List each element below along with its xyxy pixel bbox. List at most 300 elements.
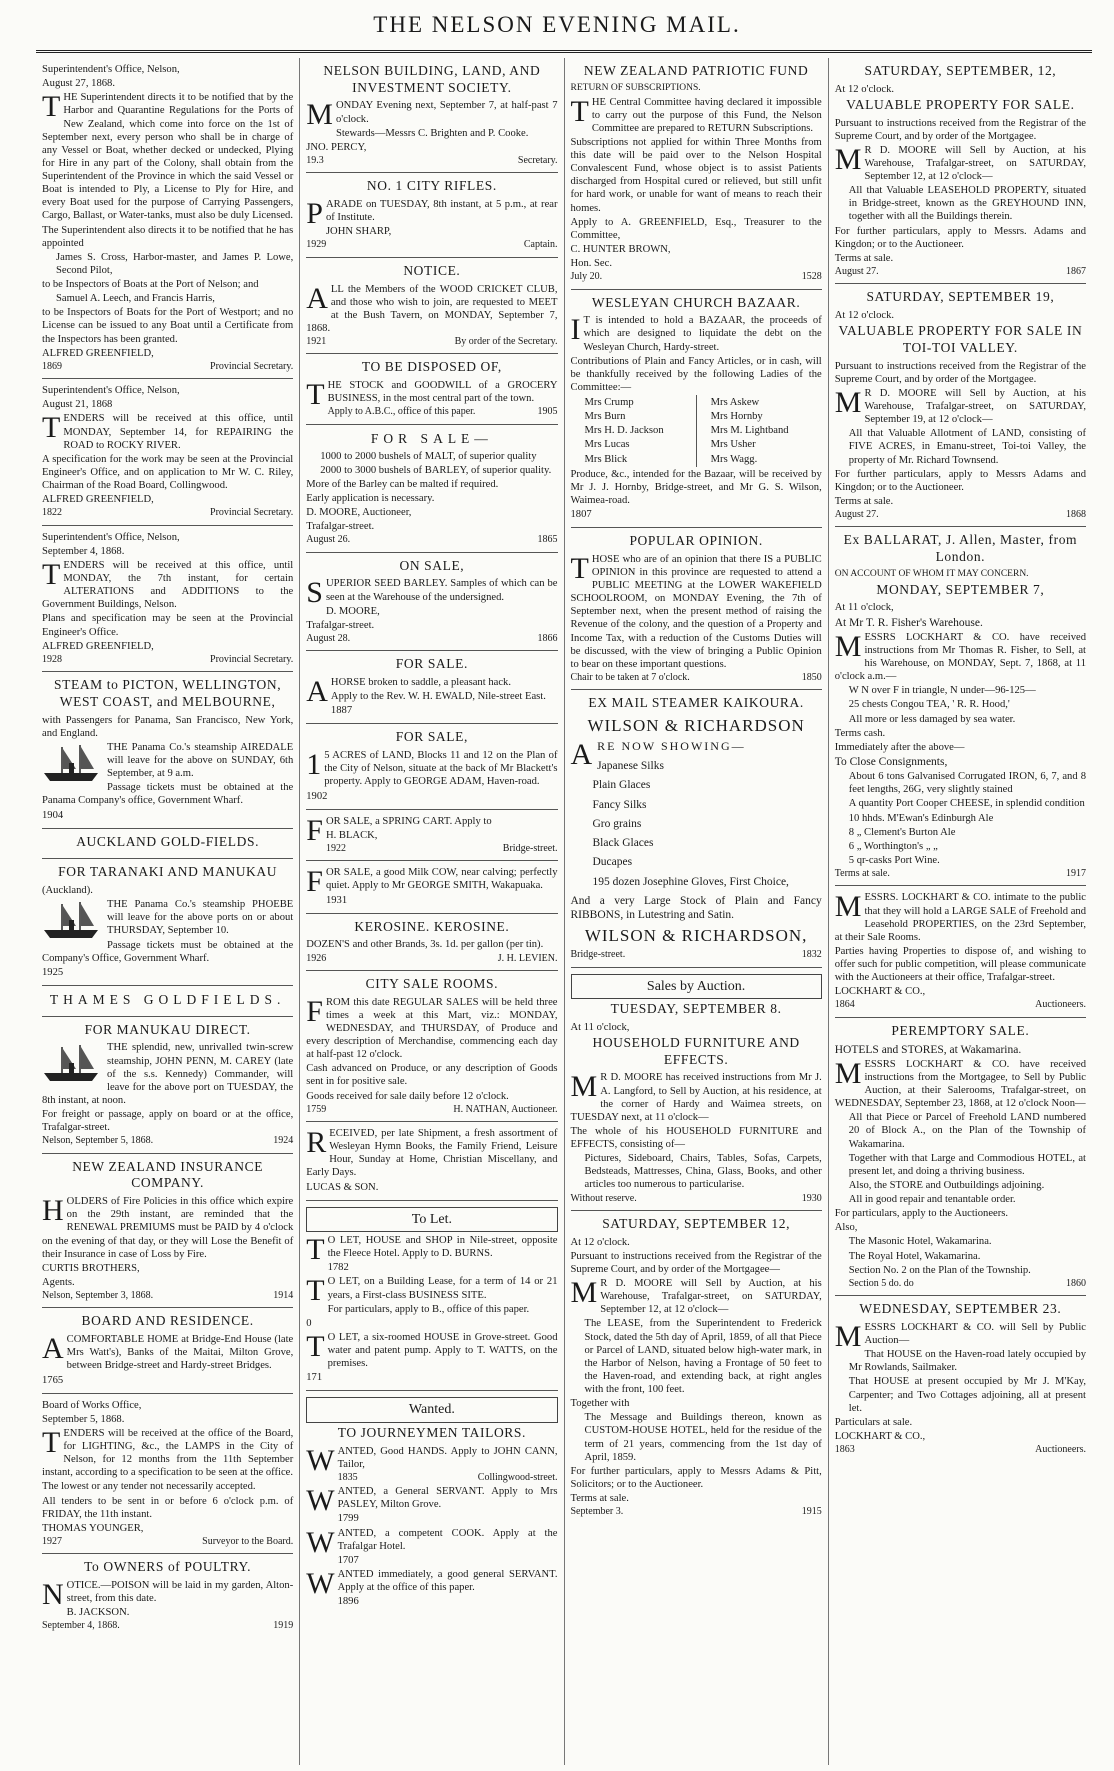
ad-signature-title: Bridge-street. bbox=[502, 842, 558, 854]
ad-body: to be Inspectors of Boats at the Port of Nelson; and bbox=[42, 279, 259, 290]
ad-terms: Terms at sale. bbox=[570, 1493, 629, 1505]
ad-body: For further particulars, apply to Messrs. Adams and Kingdon; or to the Auctioneer. bbox=[834, 225, 1086, 250]
ad-signature: Chair to be taken at 7 o'clock. bbox=[570, 671, 690, 683]
ad-signature: THOMAS YOUNGER, bbox=[42, 1522, 144, 1534]
ad-body: TO LET, on a Building Lease, for a term of 14 or 21 years, a First-class BUSINESS SITE. bbox=[306, 1274, 558, 1308]
ad-body: FOR SALE, a good Milk COW, near calving; perfectly quiet. Apply to Mr GEORGE SMITH, Wakapuaka. bbox=[306, 865, 558, 899]
poultry-notice bbox=[42, 1554, 293, 1638]
ad-body: TO LET, HOUSE and SHOP in Nile-street, opposite the Fleece Hotel. Apply to D. BURNS. bbox=[306, 1233, 558, 1267]
ad-signature-title: Agents. bbox=[42, 1276, 75, 1288]
ad-signature: D. MOORE, Auctioneer, bbox=[306, 507, 412, 519]
ad-number: 1867 bbox=[1066, 265, 1086, 277]
ad-number: 1765 bbox=[42, 1374, 64, 1386]
ad-body: THOSE who are of an opinion that there IS a PUBLIC OPINION in this province are requested to attend a PUBLIC MEETING at the LOWER WAKEFIELD SCHOOLROOM, on MONDAY Evening, the 7th of September next, when the present method of raising the Revenue of the colony, and the question of a Property and Income Tax, with a reduction of the Customs Duties will be discussed, with the view of bringing a Public Opinion to bear on these important questions. bbox=[570, 551, 822, 670]
ad-body: MESSRS. LOCKHART & CO. intimate to the public that they will hold a LARGE SALE of Freehold and Leasehold PROPERTIES, on the 23rd September, at their Sale Rooms. bbox=[834, 890, 1086, 943]
ad-signature-title: Secretary. bbox=[517, 154, 558, 166]
ad-title: NOTICE. bbox=[403, 262, 461, 278]
ad-number: 1926 bbox=[306, 952, 327, 964]
ad-number: 171 bbox=[306, 1372, 323, 1384]
section-heading: Sales by Auction. bbox=[571, 974, 822, 999]
ad-body: IT is intended to hold a BAZAAR, the proceeds of which are designed to liquidate the debt on the Wesleyan Church, Hardy-street. bbox=[570, 313, 822, 353]
ad-body: For further particulars, apply to Messrs Adams and Kingdon; or to the Auctioneer. bbox=[834, 468, 1086, 493]
ad-number: 1835 bbox=[337, 1471, 358, 1483]
harbour-notice bbox=[42, 58, 293, 379]
ad-body: THE Central Committee having declared it impossible to carry out the purpose of this Fund, the Nelson Committee are prepared to RETURN Subscriptions. bbox=[570, 94, 822, 134]
ad-signature-title: Trafalgar-street. bbox=[306, 521, 375, 533]
ad-body: Plans and specification may be seen at the Provincial Engineer's Office. bbox=[42, 613, 294, 638]
peremptory-sale bbox=[835, 1018, 1086, 1296]
committee-member: Mrs Burn bbox=[584, 411, 626, 423]
ad-body: All tenders to be sent in or before 6 o'clock p.m. of FRIDAY, the 11th instant. bbox=[42, 1495, 294, 1520]
ad-body: For particulars, apply to the Auctioneers. bbox=[834, 1208, 1009, 1220]
masthead: THE NELSON EVENING MAIL. bbox=[373, 12, 741, 37]
ad-title: FOR SALE, bbox=[395, 729, 468, 745]
kerosine-ad bbox=[306, 914, 557, 971]
ad-body: Apply to A.B.C., office of this paper. bbox=[327, 406, 476, 418]
ad-body: Also, the STORE and Outbuildings adjoining. bbox=[848, 1179, 1045, 1191]
ad-number: 1887 bbox=[330, 705, 353, 717]
auction-place: At Mr T. R. Fisher's Warehouse. bbox=[834, 616, 983, 629]
ad-signature-title: Provincial Secretary. bbox=[210, 653, 294, 665]
auction-date: WEDNESDAY, SEPTEMBER 23. bbox=[859, 1301, 1062, 1317]
ad-date: Nelson, September 3, 1868. bbox=[42, 1290, 154, 1302]
committee-member: Mrs Wagg. bbox=[710, 453, 758, 465]
ad-body: All that Valuable Allotment of LAND, consisting of FIVE ACRES, in Emanu-street, Toi-toi Valley, the property of Mr. Richard Townsend. bbox=[848, 428, 1086, 466]
ad-number: 1863 bbox=[834, 1444, 855, 1456]
ad-terms: Terms at sale. bbox=[834, 868, 890, 880]
ad-date: August 26. bbox=[306, 534, 351, 546]
ad-title: POPULAR OPINION. bbox=[629, 533, 763, 549]
ad-number: 1921 bbox=[306, 336, 327, 348]
goods-item: Japanese Silks bbox=[597, 760, 664, 773]
ad-number: 1928 bbox=[42, 653, 62, 665]
ad-signature-title: Auctioneers. bbox=[1035, 1444, 1086, 1456]
steamship-icon bbox=[42, 741, 102, 785]
lease-auction bbox=[571, 1211, 822, 1524]
committee-member: Mrs Askew bbox=[710, 397, 760, 408]
ad-body: Stewards—Messrs C. Brighten and P. Cooke. bbox=[335, 127, 529, 139]
ad-signature: H. BLACK, bbox=[325, 829, 378, 841]
cart-sale bbox=[306, 810, 557, 862]
ad-date: September 4, 1868. bbox=[42, 1620, 120, 1632]
ad-body: Contributions of Plain and Fancy Articles, or in cash, will be thankfully received by the following Ladies of the Committee:— bbox=[570, 355, 822, 393]
ad-body: W N over F in triangle, N under—96-125— bbox=[848, 685, 1036, 697]
ad-names: James S. Cross, Harbor-master, and James P. Lowe, Second Pilot, bbox=[56, 251, 294, 276]
ad-title: EX MAIL STEAMER KAIKOURA. bbox=[588, 695, 804, 711]
ad-body: Pictures, Sideboard, Chairs, Tables, Sofas, Carpets, Bedsteads, Mattresses, China, Glass, Books, and other articles too numerous to particularise. bbox=[584, 1153, 822, 1191]
ad-body: The Royal Hotel, Wakamarina. bbox=[848, 1250, 981, 1262]
auction-time: At 11 o'clock, bbox=[570, 1021, 630, 1033]
committee-member: Mrs Blick bbox=[584, 453, 628, 465]
seed-barley bbox=[306, 553, 557, 652]
ad-signature: H. NATHAN, Auctioneer. bbox=[453, 1103, 558, 1115]
ad-terms: Terms at sale. bbox=[834, 252, 894, 264]
ballarat-sale bbox=[835, 527, 1086, 886]
ad-number: 1868 bbox=[1066, 509, 1086, 521]
ad-title: STEAM to PICTON, WELLINGTON, WEST COAST, and MELBOURNE, bbox=[54, 677, 282, 709]
ad-body: Passage tickets must be obtained at the Panama Company's office, Government Wharf. bbox=[42, 782, 294, 807]
masthead-rule bbox=[36, 50, 1092, 53]
section-heading: To Let. bbox=[306, 1207, 557, 1232]
ad-title: NEW ZEALAND PATRIOTIC FUND bbox=[583, 63, 809, 78]
cow-sale bbox=[306, 861, 557, 913]
ad-title: FOR MANUKAU DIRECT. bbox=[84, 1021, 251, 1037]
steamship-icon bbox=[42, 1041, 102, 1085]
ad-terms: Terms cash. bbox=[834, 727, 886, 739]
ad-number: 1866 bbox=[537, 632, 558, 644]
lighting-tender bbox=[42, 1394, 293, 1555]
ad-body: Passage tickets must be obtained at the Company's Office, Government Wharf. bbox=[42, 939, 294, 964]
ad-body: All that Valuable LEASEHOLD PROPERTY, situated in Bridge-street, known as the GREYHOUND INN, together with all the Buildings therein. bbox=[848, 185, 1086, 223]
auckland-goldfields bbox=[42, 829, 293, 860]
ad-body: TENDERS will be received at this office, until MONDAY, the 7th instant, for certain ALTERATIONS and ADDITIONS to the Government Buildings, Nelson. bbox=[42, 557, 294, 611]
ad-title: FOR SALE— bbox=[370, 430, 493, 446]
consignment-item: 5 qr-casks Port Wine. bbox=[848, 854, 940, 866]
auction-date: SATURDAY, SEPTEMBER 19, bbox=[866, 289, 1055, 305]
committee-member: Mrs Crump bbox=[584, 397, 634, 408]
ad-number: 1931 bbox=[325, 894, 348, 906]
ad-number: 1807 bbox=[570, 509, 592, 520]
ad-body: The LEASE, from the Superintendent to Frederick Stock, dated the 5th day of April, 1859, of all that Piece or Parcel of LAND, situated below high-water mark, in the Harbor of Nelson, having a Frontage of 50 feet to the Haven-road, and extending back, at right angles with the front, 100 feet. bbox=[584, 1318, 822, 1396]
ad-body: NOTICE.—POISON will be laid in my garden, Alton-street, from this date. bbox=[42, 1578, 294, 1612]
consignment-item: A quantity Port Cooper CHEESE, in splendid condition bbox=[848, 798, 1085, 810]
ad-terms: Terms at sale. bbox=[834, 495, 894, 507]
ad-dateline: Superintendent's Office, Nelson, bbox=[42, 385, 180, 397]
ad-body: Apply to A. GREENFIELD, Esq., Treasurer to the Committee, bbox=[570, 216, 822, 241]
ad-body: SUPERIOR SEED BARLEY. Samples of which can be seen at the Warehouse of the undersigned. bbox=[306, 576, 558, 610]
consignment-item: About 6 tons Galvanised Corrugated IRON, 6, 7, and 8 feet lengths, 26G, very slightly stained bbox=[848, 771, 1086, 796]
ad-body: And a very Large Stock of Plain and Fancy RIBBONS, in Lutestring and Satin. bbox=[570, 894, 822, 922]
column-3 bbox=[564, 58, 828, 1765]
ad-number: 19.3 bbox=[306, 154, 324, 166]
ad-number: 1782 bbox=[327, 1262, 349, 1274]
ad-subtitle: RETURN OF SUBSCRIPTIONS. bbox=[570, 82, 701, 93]
building-society bbox=[306, 58, 557, 173]
ad-body: TO LET, a six-roomed HOUSE in Grove-street. Good water and patent pump. Apply to T. WATTS, on the premises. bbox=[306, 1329, 558, 1370]
ad-title: WILSON & RICHARDSON bbox=[587, 716, 805, 736]
ad-title: NO. 1 CITY RIFLES. bbox=[366, 178, 497, 194]
ad-body: to be Inspectors of Boats for the Port of Westport; and no License can be issued to any Boat until a Certificate from the Inspectors has been granted. bbox=[42, 307, 294, 345]
ad-body: MESSRS LOCKHART & CO. have received instructions from Mr Thomas R. Fisher, to Sell, at his Warehouse, on MONDAY, Sept. 7, 1868, at 11 o'clock a.m.— bbox=[834, 629, 1086, 683]
ad-subtitle: (Auckland). bbox=[42, 885, 93, 897]
ad-body: Section 5 do. do bbox=[848, 1277, 914, 1289]
ad-body: For freight or passage, apply on board or at the office, Trafalgar-street. bbox=[42, 1109, 294, 1134]
ad-body: All that Piece or Parcel of Freehold LAND numbered 20 of Block A., on the Plan of the Township of Wakamarina. bbox=[848, 1112, 1086, 1150]
column-2 bbox=[299, 58, 563, 1765]
ad-body: WANTED immediately, a good general SERVANT. Apply at the office of this paper. bbox=[306, 1566, 558, 1600]
auction-date: SATURDAY, SEPTEMBER, 12, bbox=[864, 63, 1057, 78]
ad-number: 1822 bbox=[42, 507, 62, 519]
ad-body: Parties having Properties to dispose of, and wishing to offer such for public competition, will please communicate with the Auctioneers at their office, Trafalgar-street. bbox=[834, 945, 1086, 984]
ad-dateline: Board of Works Office, bbox=[42, 1399, 142, 1411]
ad-date: Nelson, September 5, 1868. bbox=[42, 1135, 154, 1147]
ad-number: 1914 bbox=[273, 1290, 294, 1302]
ad-note: Without reserve. bbox=[570, 1192, 637, 1204]
ad-number: 1929 bbox=[306, 239, 327, 251]
section-heading: Wanted. bbox=[306, 1397, 557, 1422]
committee-member: Mrs H. D. Jackson bbox=[584, 425, 664, 437]
ad-title: WESLEYAN CHURCH BAZAAR. bbox=[591, 294, 801, 310]
ad-number: 1865 bbox=[537, 534, 558, 546]
ad-body: Subscriptions not applied for within Three Months from this date will be paid over to the Nelson Hospital Convalescent Fund, whose object is to assist Patients discharged from Hospital cured or relieved, but still unfit for hard work, or unable for want of means to reach their homes. bbox=[570, 136, 822, 214]
goods-item: Black Glaces bbox=[592, 837, 654, 850]
ad-number: 1860 bbox=[1066, 1277, 1086, 1289]
ad-body: MR D. MOORE will Sell by Auction, at his Warehouse, Trafalgar-street, on SATURDAY, September 12, at 12 o'clock— bbox=[834, 142, 1086, 183]
ad-body: For further particulars, apply to Messrs Adams & Pitt, Solicitors; or to the Auctioneer. bbox=[570, 1465, 822, 1490]
ad-body: Together with that Large and Commodious HOTEL, at present let, and doing a thriving business. bbox=[848, 1152, 1086, 1177]
consignment-item: 8 „ Clement's Burton Ale bbox=[848, 826, 956, 838]
ad-signature-title: Provincial Secretary. bbox=[210, 507, 294, 519]
ad-number: 1924 bbox=[273, 1135, 294, 1147]
auction-date: SATURDAY, SEPTEMBER 12, bbox=[602, 1215, 791, 1231]
ad-body: That HOUSE at present occupied by Mr J. M'Kay, Carpenter; and Two Cottages adjoining, all at present let. bbox=[848, 1376, 1086, 1414]
wilson-richardson bbox=[571, 690, 822, 967]
goods-item: Fancy Silks bbox=[592, 798, 647, 811]
toi-toi-sale bbox=[835, 284, 1086, 527]
ad-body: The Superintendent also directs it to be notified that he has appointed bbox=[42, 224, 294, 249]
ad-title: Ex BALLARAT, J. Allen, Master, from London. bbox=[843, 532, 1078, 565]
ad-body: 25 chests Congou TEA, ' R. R. Hood,' bbox=[848, 699, 1010, 711]
auction-date: TUESDAY, SEPTEMBER 8. bbox=[610, 1001, 782, 1017]
goods-list bbox=[571, 759, 822, 889]
steam-notice bbox=[42, 672, 293, 828]
ad-signature: LOCKHART & CO., bbox=[834, 1430, 926, 1442]
ad-subtitle: with Passengers for Panama, San Francisco, New York, and England. bbox=[42, 714, 294, 739]
city-rifles bbox=[306, 173, 557, 258]
ad-date: August 21, 1868 bbox=[42, 399, 113, 411]
ad-number: 1850 bbox=[801, 671, 822, 683]
ad-date: August 27, 1868. bbox=[42, 78, 115, 90]
auction-time: At 11 o'clock, bbox=[834, 602, 894, 614]
committee-list bbox=[571, 395, 822, 467]
ad-body: MESSRS LOCKHART & CO. have received instructions from the Mortgagee, to Sell by Public Auction, at their Salerooms, Trafalgar-street, on WEDNESDAY, September 23, 1868, at 12 o'clock Noon— bbox=[834, 1056, 1086, 1110]
ad-title: CITY SALE ROOMS. bbox=[365, 975, 499, 991]
ad-number: 1905 bbox=[537, 406, 558, 418]
ad-body: Pursuant to instructions received from the Registrar of the Supreme Court, and by order of the Mortgagee. bbox=[834, 360, 1086, 385]
ad-body: All in good repair and tenantable order. bbox=[848, 1194, 1016, 1206]
ad-title: VALUABLE PROPERTY FOR SALE. bbox=[846, 96, 1075, 112]
ad-number: 1922 bbox=[325, 842, 346, 854]
popular-opinion bbox=[571, 528, 822, 690]
goods-item: Gro grains bbox=[592, 817, 642, 830]
ad-body: MR D. MOORE will Sell by Auction, at his Warehouse, Trafalgar-street, on SATURDAY, September 12, at 12 o'clock— bbox=[570, 1276, 822, 1316]
ad-address: Bridge-street. bbox=[570, 949, 626, 961]
consignment-item: 10 hhds. M'Ewan's Edinburgh Ale bbox=[848, 812, 994, 824]
ad-signature-title: Trafalgar-street. bbox=[306, 619, 375, 631]
ad-body: THE Panama Co.'s steamship AIREDALE will leave for the above on SUNDAY, 6th September, at 9 a.m. bbox=[107, 741, 294, 780]
ad-signature: J. H. LEVIEN. bbox=[497, 952, 558, 964]
committee-member: Mrs Usher bbox=[710, 439, 756, 451]
ad-number: 1759 bbox=[306, 1103, 327, 1115]
furniture-auction bbox=[571, 968, 822, 1211]
auction-time: At 12 o'clock. bbox=[834, 310, 895, 322]
ad-body: MESSRS LOCKHART & CO. will Sell by Public Auction— bbox=[834, 1319, 1086, 1353]
ad-body: ACOMFORTABLE HOME at Bridge-End House (late Mrs Watt's), Banks of the Maitai, Milton Grove, between Bridge-street and Hardy-street Bridges. bbox=[42, 1332, 294, 1372]
ad-number: 1930 bbox=[801, 1192, 822, 1204]
ad-date: July 20. bbox=[570, 271, 603, 283]
insurance-notice bbox=[42, 1154, 293, 1309]
ad-signature: LOCKHART & CO., bbox=[834, 986, 926, 998]
ad-signature-title: Auctioneers. bbox=[1035, 999, 1086, 1011]
ad-body: WANTED, Good HANDS. Apply to JOHN CANN, Tailor, bbox=[306, 1443, 558, 1477]
ad-body: All more or less damaged by sea water. bbox=[848, 713, 1016, 725]
ad-body: Pursuant to instructions received from the Registrar of the Supreme Court, and by order of the Mortgagee. bbox=[834, 117, 1086, 142]
ad-body: MR D. MOORE has received instructions from Mr J. A. Langford, to Sell by Auction, at his residence, at the corner of Hardy and Waimea streets, on TUESDAY next, at 11 o'clock— bbox=[570, 1070, 822, 1123]
ad-title: AUCKLAND GOLD-FIELDS. bbox=[76, 833, 260, 849]
committee-member: Mrs Hornby bbox=[710, 411, 763, 423]
ad-signature-title: Captain. bbox=[523, 239, 558, 251]
ad-title: FOR SALE. bbox=[395, 656, 468, 672]
thames-goldfields bbox=[42, 986, 293, 1017]
ad-date: September 5, 1868. bbox=[42, 1413, 125, 1425]
auction-time: At 12 o'clock. bbox=[834, 83, 895, 95]
ad-body: Produce, &c., intended for the Bazaar, will be received by Mr J. J. Hornby, Bridge-street, and Mr G. S. Wilson, Waimea-road. bbox=[570, 468, 822, 506]
ad-body: Apply to the Rev. W. H. EWALD, Nile-street East. bbox=[330, 691, 546, 703]
manukau-notice bbox=[42, 1017, 293, 1154]
ad-subtitle: ON ACCOUNT OF WHOM IT MAY CONCERN. bbox=[834, 568, 1029, 579]
ad-body: The whole of his HOUSEHOLD FURNITURE and EFFECTS, consisting of— bbox=[570, 1125, 822, 1151]
ad-body: Goods received for sale daily before 12 o'clock. bbox=[306, 1090, 509, 1102]
wesleyan-bazaar bbox=[571, 290, 822, 529]
land-sale bbox=[306, 724, 557, 809]
ad-line: 2000 to 3000 bushels of BARLEY, of superior quality. bbox=[320, 464, 552, 476]
ad-number: 1902 bbox=[306, 790, 328, 802]
ad-body: AHORSE broken to saddle, a pleasant hack. bbox=[306, 675, 511, 709]
ad-subtitle: To Close Consignments, bbox=[834, 755, 948, 768]
ad-title: THAMES GOLDFIELDS. bbox=[49, 991, 286, 1007]
board-residence bbox=[42, 1308, 293, 1393]
ad-date: August 27. bbox=[834, 509, 879, 521]
goods-item: Plain Glaces bbox=[592, 779, 651, 792]
ad-body: 15 ACRES of LAND, Blocks 11 and 12 on the Plan of the City of Nelson, situate at the back of Mr Blackett's property. Apply to GEORGE ADAM, Haven-road. bbox=[306, 748, 558, 788]
ad-body: Section No. 2 on the Plan of the Township. bbox=[848, 1264, 1031, 1276]
ad-signature: LUCAS & SON. bbox=[306, 1181, 379, 1193]
ad-title: To OWNERS of POULTRY. bbox=[84, 1559, 252, 1575]
ad-body: The Masonic Hotel, Wakamarina. bbox=[848, 1236, 992, 1248]
haven-road-sale bbox=[835, 1296, 1086, 1461]
ad-number: 1832 bbox=[801, 949, 822, 961]
ad-title: NELSON BUILDING, LAND, AND INVESTMENT SOCIETY. bbox=[323, 63, 541, 95]
ad-date: September 4, 1868. bbox=[42, 545, 125, 557]
ad-body: MR D. MOORE will Sell by Auction, at his Warehouse, Trafalgar-street, on SATURDAY, September 19, at 12 o'clock— bbox=[834, 385, 1086, 426]
ad-number: 1864 bbox=[834, 999, 855, 1011]
ad-body: Also, bbox=[834, 1222, 858, 1234]
ad-signature: JOHN SHARP, bbox=[325, 226, 392, 238]
grocery-business bbox=[306, 354, 557, 424]
committee-member: Mrs M. Lightband bbox=[710, 425, 789, 437]
ad-dateline: Superintendent's Office, Nelson, bbox=[42, 64, 180, 75]
ad-body: Cash advanced on Produce, or any description of Goods sent in for positive sale. bbox=[306, 1063, 558, 1088]
cricket-notice bbox=[306, 258, 557, 355]
ad-number: 1904 bbox=[42, 809, 64, 821]
ad-line: 1000 to 2000 bushels of MALT, of superior quality bbox=[320, 450, 537, 462]
ad-line: More of the Barley can be malted if required. bbox=[306, 478, 499, 490]
ad-signature: ALFRED GREENFIELD, bbox=[42, 347, 154, 359]
ad-body: THE Superintendent directs it to be notified that by the Harbor and Quarantine Regulations for the Ports of New Zealand, which come into force on the 1st of September next, every person who shall be in charge of any Vessel or Boat, whether decked or undecked, Plying for Hire in any part of the Colony, shall obtain from the Superintendent of the Province in which the said Vessel or Boat is intended to Ply, a License to Ply for Hire, and every Boat used for the purpose of Carrying Passengers, Cargo, Ballast, or Water-tanks, must also be duly Licensed. bbox=[42, 90, 294, 222]
goods-item: Ducapes bbox=[592, 856, 633, 869]
ad-title: NEW ZEALAND INSURANCE COMPANY. bbox=[72, 1158, 264, 1191]
taranaki-notice bbox=[42, 859, 293, 986]
ad-body: For particulars, apply to B., office of this paper. bbox=[327, 1303, 530, 1315]
ad-body: A specification for the work may be seen at the Provincial Engineer's Office, and on application to Mr W. C. Riley, Chairman of the Road Board, Collingwood. bbox=[42, 453, 294, 492]
greyhound-inn-sale bbox=[835, 58, 1086, 284]
ad-body: DOZEN'S and other Brands, 3s. 1d. per gallon (per tin). bbox=[306, 939, 544, 951]
ad-body: The Message and Buildings thereon, known as CUSTOM-HOUSE HOTEL, held for the residue of the term of 21 years, commencing from the 1st day of April, 1859. bbox=[584, 1412, 822, 1463]
auction-date: MONDAY, SEPTEMBER 7, bbox=[876, 581, 1045, 597]
wanted-section bbox=[306, 1391, 557, 1614]
consignment-item: 6 „ Worthington's „ „ bbox=[848, 840, 938, 852]
committee-member: Mrs Lucas bbox=[584, 439, 630, 451]
goods-item: 195 dozen Josephine Gloves, First Choice, bbox=[592, 875, 789, 888]
ad-body: WANTED, a competent COOK. Apply at the Trafalgar Hotel. bbox=[306, 1525, 558, 1559]
city-sale-rooms bbox=[306, 971, 557, 1122]
ad-title: VALUABLE PROPERTY FOR SALE IN TOI-TOI VALLEY. bbox=[838, 323, 1083, 355]
ad-title: HOUSEHOLD FURNITURE AND EFFECTS. bbox=[592, 1035, 800, 1067]
ad-title: TO BE DISPOSED OF, bbox=[361, 359, 502, 375]
column-1 bbox=[36, 58, 299, 1765]
ad-body: RECEIVED, per late Shipment, a fresh assortment of Wesleyan Hymn Books, the Family Friend, Leisure Hour, Sunday at Home, Christian Miscellany, and Early Days. bbox=[306, 1126, 558, 1179]
ad-body: The lowest or any tender not necessarily accepted. bbox=[42, 1481, 256, 1493]
ad-date: September 3. bbox=[570, 1506, 624, 1518]
ad-number: 1707 bbox=[337, 1554, 359, 1566]
ad-signature: JNO. PERCY, bbox=[306, 141, 367, 153]
column-4 bbox=[828, 58, 1092, 1765]
ad-body: WANTED, a General SERVANT. Apply to Mrs PASLEY, Milton Grove. bbox=[306, 1484, 558, 1518]
ad-title: PEREMPTORY SALE. bbox=[891, 1022, 1030, 1038]
ad-body: TENDERS will be received at this office, until MONDAY, September 14, for REPAIRING the ROAD to ROCKY RIVER. bbox=[42, 411, 294, 451]
to-let-section bbox=[306, 1201, 557, 1392]
ad-body: FOR SALE, a SPRING CART. Apply to bbox=[306, 813, 492, 847]
ad-signature: ALFRED GREENFIELD, bbox=[42, 640, 154, 652]
columns bbox=[36, 58, 1092, 1765]
ad-title: FOR TARANAKI AND MANUKAU bbox=[58, 864, 278, 880]
steamship-icon bbox=[42, 898, 102, 942]
ad-title: KEROSINE. KEROSINE. bbox=[354, 918, 510, 934]
hymn-books bbox=[306, 1122, 557, 1201]
freehold-sale bbox=[835, 886, 1086, 1017]
ad-number: 1799 bbox=[337, 1513, 359, 1525]
patriotic-fund bbox=[571, 58, 822, 290]
ad-body: TENDERS will be received at the office of the Board, for LIGHTING, &c., the LAMPS in the City of Nelson, for 12 months from the 11th September instant, according to a specification to be seen at the office. bbox=[42, 1425, 294, 1479]
ad-number: 1925 bbox=[42, 966, 64, 978]
ad-signature: By order of the Secretary. bbox=[454, 336, 558, 348]
ad-number: 1927 bbox=[42, 1535, 62, 1547]
ad-terms: Particulars at sale. bbox=[834, 1416, 913, 1428]
ad-signature-title: Surveyor to the Board. bbox=[202, 1535, 294, 1547]
ad-signature-title: Provincial Secretary. bbox=[210, 360, 294, 372]
ad-body: THE Panama Co.'s steamship PHOEBE will leave for the above ports on or about THURSDAY, September 10. bbox=[107, 899, 294, 937]
horse-sale bbox=[306, 651, 557, 724]
ad-number: 1919 bbox=[273, 1620, 294, 1632]
ad-title: ON SALE, bbox=[399, 557, 465, 573]
auction-time: At 12 o'clock. bbox=[570, 1236, 630, 1248]
ad-body: THE STOCK and GOODWILL of a GROCERY BUSINESS, in the most central part of the town. bbox=[306, 378, 558, 412]
ad-body: ALL the Members of the WOOD CRICKET CLUB, and those who wish to join, are requested to MEET at the Bush Tavern, on MONDAY, September 7, 1868. bbox=[306, 281, 558, 334]
ad-signature: C. HUNTER BROWN, bbox=[570, 243, 671, 255]
ad-number: 1915 bbox=[801, 1506, 822, 1518]
ad-number: 1869 bbox=[42, 360, 62, 372]
ad-signature: ALFRED GREENFIELD, bbox=[42, 494, 154, 506]
ad-body: Immediately after the above— bbox=[834, 741, 965, 753]
ad-body: FROM this date REGULAR SALES will be held three times a week at this Mart, viz.: MONDAY, WEDNESDAY, and THURSDAY, of Produce and every description of Merchandise, commencing each day at half-past 12 o'clock. bbox=[306, 994, 558, 1061]
ad-body: Collingwood-street. bbox=[477, 1471, 558, 1483]
ad-dateline: Superintendent's Office, Nelson, bbox=[42, 531, 180, 543]
ad-title: TO JOURNEYMEN TAILORS. bbox=[337, 1424, 526, 1440]
ad-signature: CURTIS BROTHERS, bbox=[42, 1262, 140, 1274]
rocky-river-tender bbox=[42, 379, 293, 526]
ad-number: 1917 bbox=[1066, 868, 1086, 880]
ad-body: ARE NOW SHOWING— bbox=[570, 738, 746, 772]
